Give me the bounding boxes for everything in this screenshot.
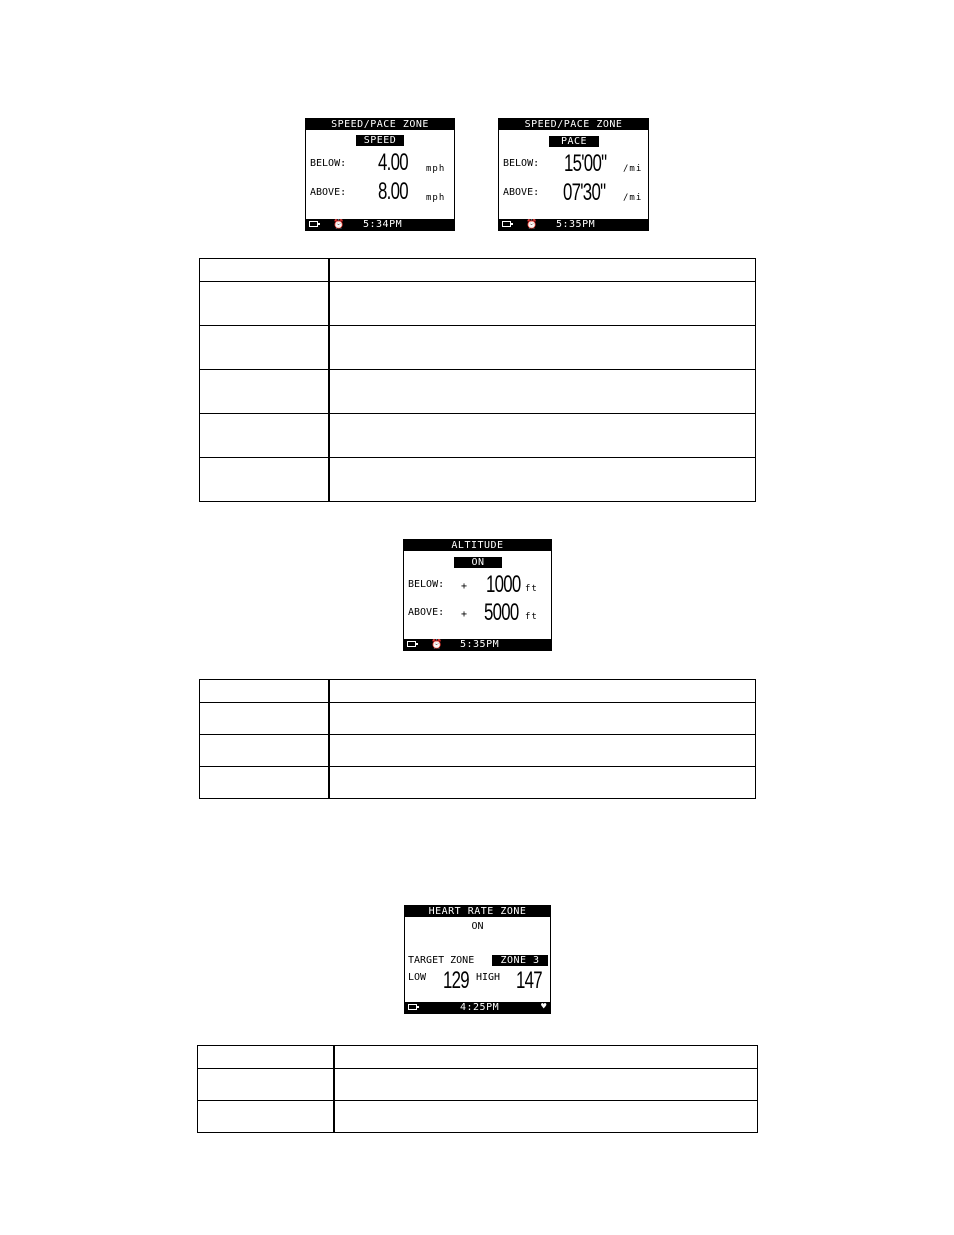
table-row	[200, 326, 756, 370]
above-label: ABOVE:	[408, 607, 445, 618]
speed-zone-screen	[305, 118, 455, 231]
table-row	[200, 767, 756, 799]
table-row	[198, 1101, 758, 1133]
altitude-screen	[403, 539, 552, 651]
above-unit: mph	[426, 193, 446, 203]
table-row	[200, 680, 756, 703]
clock-time: 5:35PM	[556, 219, 596, 230]
above-sign: +	[461, 609, 468, 620]
table-row	[200, 458, 756, 502]
battery-icon	[407, 641, 416, 647]
battery-icon	[502, 221, 511, 227]
table-row	[200, 414, 756, 458]
below-unit: mph	[426, 164, 446, 174]
target-zone-label: TARGET ZONE	[408, 955, 475, 966]
above-label: ABOVE:	[310, 187, 347, 198]
table-row	[198, 1069, 758, 1101]
table-row	[200, 259, 756, 282]
heart-rate-screen	[404, 905, 551, 1014]
above-unit: ft	[525, 612, 538, 622]
above-value: 8.00	[378, 178, 408, 205]
clock-time: 4:25PM	[460, 1002, 500, 1013]
zone-chip: ZONE 3	[492, 955, 548, 966]
high-value: 147	[516, 967, 542, 994]
screen-title: HEART RATE ZONE	[405, 906, 550, 917]
high-label: HIGH	[476, 972, 501, 983]
screen-title: ALTITUDE	[404, 540, 551, 551]
low-label: LOW	[408, 972, 427, 983]
speed-pace-table	[199, 258, 756, 502]
screen-title: SPEED/PACE ZONE	[499, 119, 648, 130]
altitude-table	[199, 679, 756, 799]
heart-rate-table	[197, 1045, 758, 1133]
below-value: 4.00	[378, 149, 408, 176]
alarm-icon: ⏰	[431, 640, 443, 650]
battery-icon	[309, 221, 318, 227]
below-label: BELOW:	[408, 579, 445, 590]
status-bar	[499, 219, 648, 230]
mode-chip: SPEED	[356, 135, 404, 146]
status-bar	[306, 219, 454, 230]
table-row	[200, 370, 756, 414]
screen-title: SPEED/PACE ZONE	[306, 119, 454, 130]
below-unit: /mi	[623, 164, 643, 174]
battery-icon	[408, 1004, 417, 1010]
mode-chip: ON	[454, 557, 502, 568]
below-unit: ft	[525, 584, 538, 594]
heart-icon: ♥	[541, 1002, 547, 1012]
clock-time: 5:34PM	[363, 219, 403, 230]
status-bar	[404, 639, 551, 650]
above-value: 07'30"	[563, 179, 606, 206]
low-value: 129	[443, 967, 469, 994]
pace-zone-screen	[498, 118, 649, 231]
table-row	[200, 703, 756, 735]
below-sign: +	[461, 581, 468, 592]
below-value: 1000	[486, 571, 521, 598]
table-row	[200, 282, 756, 326]
above-unit: /mi	[623, 193, 643, 203]
mode-chip: PACE	[549, 136, 599, 147]
below-value: 15'00"	[564, 150, 607, 177]
alarm-icon: ⏰	[333, 220, 345, 230]
status-bar	[405, 1002, 550, 1013]
alarm-icon: ⏰	[526, 220, 538, 230]
clock-time: 5:35PM	[460, 639, 500, 650]
table-row	[198, 1046, 758, 1069]
table-row	[200, 735, 756, 767]
above-label: ABOVE:	[503, 187, 540, 198]
below-label: BELOW:	[503, 158, 540, 169]
status-text: ON	[471, 921, 484, 932]
below-label: BELOW:	[310, 158, 347, 169]
above-value: 5000	[484, 599, 519, 626]
